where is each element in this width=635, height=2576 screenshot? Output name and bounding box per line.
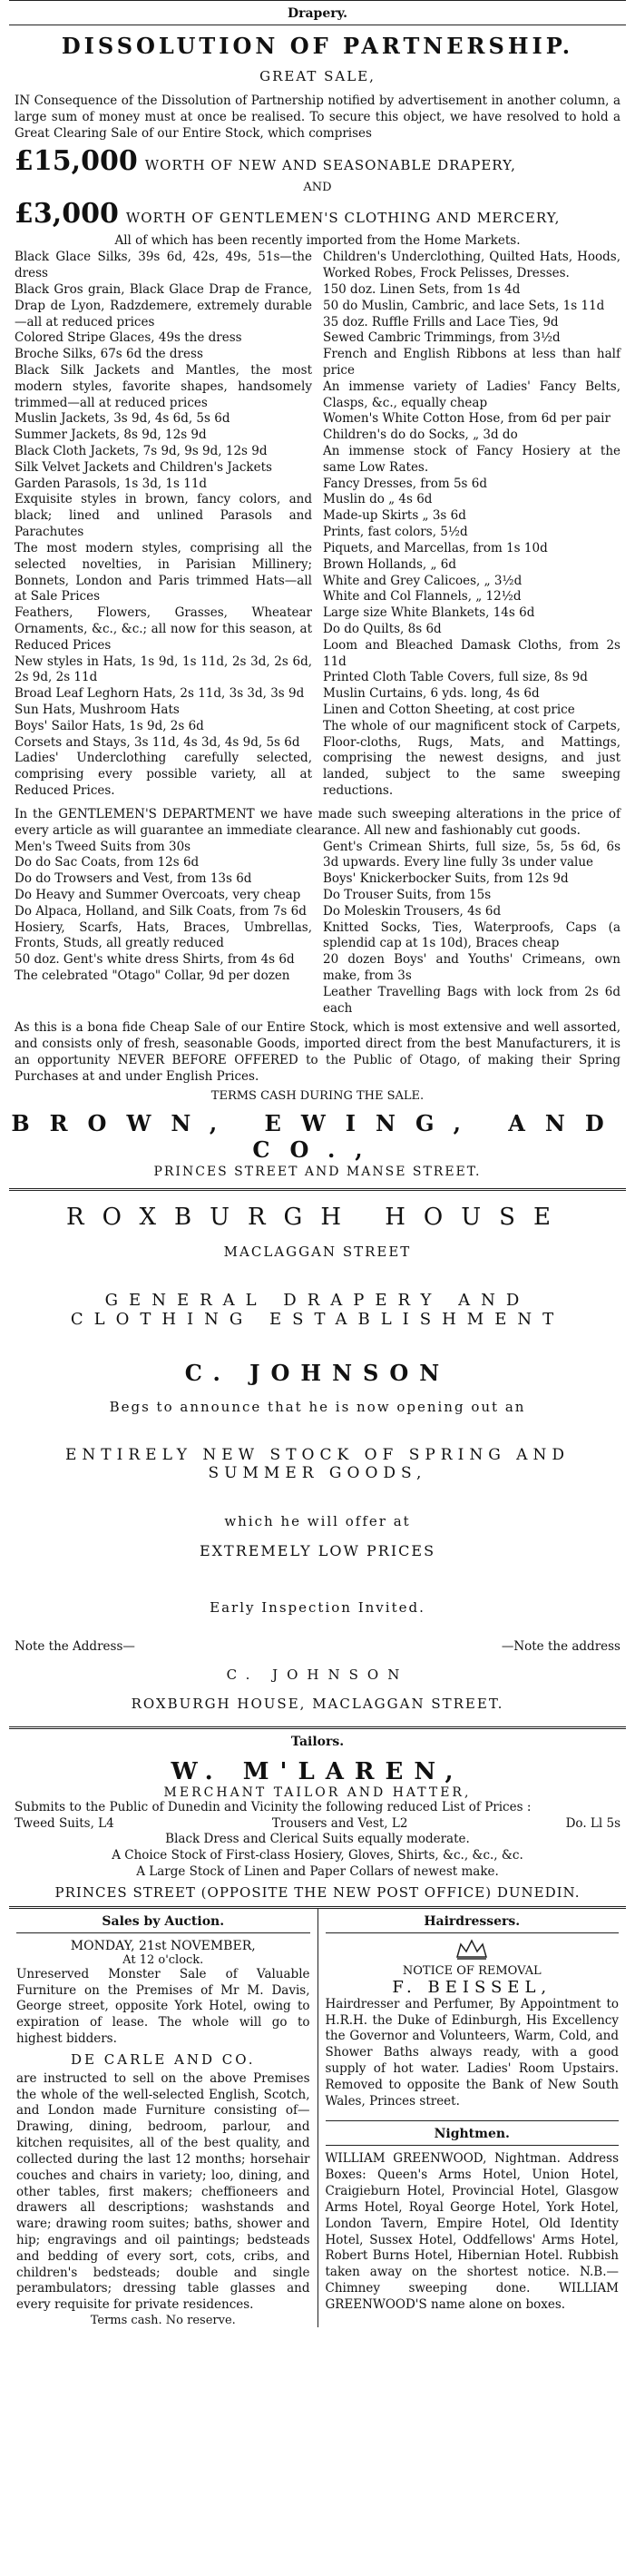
list-item: Brown Hollands, „ 6d (323, 556, 456, 572)
roxburgh-establishment: GENERAL DRAPERY AND CLOTHING ESTABLISHMENT (70, 1290, 565, 1329)
list-item: 50 doz. Gent's white dress Shirts, from 4s 6d (15, 952, 295, 968)
list-item: The celebrated "Otago" Collar, 9d per dozen (15, 968, 290, 983)
amount-1: £15,000 (15, 145, 138, 178)
list-item: Colored Stripe Glaces, 49s the dress (15, 330, 242, 346)
right-items (323, 250, 620, 800)
roxburgh-prices: EXTREMELY LOW PRICES (199, 1541, 436, 1559)
list-item: 50 do Muslin, Cambric, and lace Sets, 1s 11d (323, 298, 605, 313)
item-columns (9, 250, 626, 800)
list-item: Boys' Sailor Hats, 1s 9d, 2s 6d (15, 718, 204, 733)
list-item: Black Gros grain, Black Glace Drap de France, Drap de Lyon, Radzdemere, extremely durable—all at reduced prices (15, 281, 312, 329)
section-heading-hairdressers: Hairdressers. (424, 1913, 521, 1929)
list-item: French and English Ribbons at less than half price (323, 347, 620, 378)
list-item: Made-up Skirts „ 3s 6d (323, 508, 466, 524)
roxburgh-street: MACLAGGAN STREET (223, 1243, 412, 1260)
list-item: Gent's Crimean Shirts, full size, 5s, 5s 6d, 6s 3d upwards. Every line fully 3s under value (323, 839, 620, 870)
list-item: Do do Quilts, 8s 6d (323, 621, 442, 636)
list-item: Muslin Curtains, 6 yds. long, 4s 6d (323, 686, 540, 702)
list-item: Piquets, and Marcellas, from 1s 10d (323, 540, 548, 556)
auction-time: At 12 o'clock. (122, 1952, 204, 1967)
recent-import: All of which has been recently imported from the Home Markets. (114, 233, 521, 249)
auction-text-1: Unreserved Monster Sale of Valuable Furniture on the Premises of Mr M. Davis, George street, opposite York Hotel, owing to expiration of lease. The whole will go to highest bidders. (16, 1966, 310, 2046)
note-right: —Note the address (501, 1638, 620, 1654)
right-column (318, 1909, 627, 2327)
list-item: Garden Parasols, 1s 3d, 1s 11d (15, 476, 208, 491)
list-item: Men's Tweed Suits from 30s (15, 839, 191, 854)
list-item: Sewed Cambric Trimmings, from 3½d (323, 330, 561, 346)
section-heading-auction: Sales by Auction. (102, 1913, 225, 1929)
roxburgh-title: ROXBURGH HOUSE (66, 1203, 569, 1231)
tailor-address: PRINCES STREET (OPPOSITE THE NEW POST OFFICE) DUNEDIN. (54, 1883, 581, 1901)
list-item: The most modern styles, comprising all the selected novelties, in Parisian Millinery; Bonnets, London and Paris trimmed Hats—all at Sale Prices (15, 540, 312, 605)
sign-address: ROXBURGH HOUSE, MACLAGGAN STREET. (131, 1695, 504, 1712)
list-item: Printed Cloth Table Covers, full size, 8s 9d (323, 670, 588, 685)
list-item: Children's Underclothing, Quilted Hats, Hoods, Worked Robes, Frock Pelisses, Dresses. (323, 250, 620, 281)
amount-line-2 (9, 198, 626, 230)
advert-intro: IN Consequence of the Dissolution of Partnership notified by advertisement in another column, a large sum of money must at once be realised. To secure this object, we have resolved to hold a Great Clearing Sale of our Entire Stock, which comprises (15, 93, 620, 141)
list-item: Do do Trowsers and Vest, from 13s 6d (15, 871, 252, 887)
tailor-choice: A Choice Stock of First-class Hosiery, Gloves, Shirts, &c., &c., &c. (112, 1848, 523, 1863)
list-item: Loom and Bleached Damask Cloths, from 2s 11d (323, 637, 620, 669)
amount-line-1 (9, 145, 626, 177)
gents-right (323, 840, 620, 1018)
bottom-columns (9, 1909, 626, 2327)
list-item: Black Glace Silks, 39s 6d, 42s, 49s, 51s—the dress (15, 250, 312, 281)
list-item: Fancy Dresses, from 5s 6d (323, 476, 488, 491)
list-item: Black Silk Jackets and Mantles, the most modern styles, favorite shapes, handsomely trimmed—all at reduced prices (15, 362, 312, 410)
terms-cash: TERMS CASH DURING THE SALE. (210, 1088, 425, 1103)
list-item: An immense stock of Fancy Hosiery at the same Low Rates. (323, 444, 620, 475)
tailor-black: Black Dress and Clerical Suits equally moderate. (165, 1832, 470, 1847)
list-item: Boys' Knickerbocker Suits, from 12s 9d (323, 871, 569, 887)
firm-name: BROWN, EWING, AND CO., (11, 1109, 624, 1163)
hair-name: F. BEISSEL, (392, 1977, 552, 1997)
auction-text-2: are instructed to sell on the above Premises the whole of the well-selected English, Scotch, and London made Furniture consisting of—Drawing, dining, bedroom, parlour, and kitchen requisites, all of the best quality, and collected during the last 12 months; horsehair couches and chairs in variety; loo, dining, and other tables, first makers; cheffioneers and drawers all descriptions; washstands and ware; drawing room suites; baths, shower and hip; engravings and oil paintings; bedsteads and bedding of every sort, cots, cribs, and children's bedsteads; double and single perambulators; dressing table glasses and every requisite for private residences. (16, 2070, 310, 2313)
tailor-trade: MERCHANT TAILOR AND HATTER, (163, 1785, 472, 1800)
gents-columns (9, 840, 626, 1018)
list-item: Summer Jackets, 8s 9d, 12s 9d (15, 428, 207, 443)
list-item: Do Alpaca, Holland, and Silk Coats, from 7s 6d (15, 903, 307, 919)
sign-name: C. JOHNSON (226, 1666, 409, 1683)
roxburgh-advert (9, 1204, 626, 1712)
newspaper-page (9, 0, 626, 2327)
list-item: Linen and Cotton Sheeting, at cost price (323, 703, 575, 717)
list-item: White and Col Flannels, „ 12½d (323, 589, 522, 605)
tailors-advert (9, 1729, 626, 1901)
list-item: 35 doz. Ruffle Frills and Lace Ties, 9d (323, 314, 559, 329)
tailor-price-row (9, 1816, 626, 1833)
list-item: Muslin Jackets, 3s 9d, 4s 6d, 5s 6d (15, 411, 230, 427)
list-item: Do Moleskin Trousers, 4s 6d (323, 903, 502, 919)
advert-title: DISSOLUTION OF PARTNERSHIP. (61, 33, 574, 59)
crest-icon (326, 1939, 620, 1964)
list-item: Leather Travelling Bags with lock from 2s 6d each (323, 984, 620, 1016)
roxburgh-proprietor: C. JOHNSON (184, 1359, 451, 1386)
roxburgh-announce: Begs to announce that he is now opening out an (109, 1398, 526, 1415)
closing-text: As this is a bona fide Cheap Sale of our Entire Stock, which is most extensive and well assorted, and consists only of fresh, seasonable Goods, imported direct from the best Manufacturers, it is an opportunity NEVER BEFORE OFFERED to the Public of Otago, of making their Spring Purchases at and under English Prices. (15, 1020, 620, 1084)
tailor-suits: Tweed Suits, L4 (15, 1815, 114, 1831)
auction-terms: Terms cash. No reserve. (90, 2314, 236, 2327)
list-item: Women's White Cotton Hose, from 6d per pair (323, 411, 611, 427)
list-item: Large size White Blankets, 14s 6d (323, 605, 535, 621)
left-items (15, 250, 312, 800)
roxburgh-stock: ENTIRELY NEW STOCK OF SPRING AND SUMMER GOODS, (65, 1445, 570, 1482)
list-item: 150 doz. Linen Sets, from 1s 4d (323, 281, 521, 297)
section-heading-tailors: Tailors. (290, 1734, 345, 1749)
list-item: Do do Sac Coats, from 12s 6d (15, 855, 200, 870)
list-item: Black Cloth Jackets, 7s 9d, 9s 9d, 12s 9d (15, 444, 268, 458)
auction-column (9, 1909, 318, 2327)
list-item: Children's do do Socks, „ 3d do (323, 428, 518, 443)
auction-date: MONDAY, 21st NOVEMBER, (70, 1938, 256, 1953)
list-item: Muslin do „ 4s 6d (323, 492, 433, 507)
tailor-submits: Submits to the Public of Dunedin and Vicinity the following reduced List of Prices : (15, 1799, 532, 1814)
list-item: Broad Leaf Leghorn Hats, 2s 11d, 3s 3d, 3s 9d (15, 686, 305, 702)
amount-1-text: WORTH OF NEW AND SEASONABLE DRAPERY, (144, 157, 516, 174)
list-item: An immense variety of Ladies' Fancy Belts, Clasps, &c., equally cheap (323, 379, 620, 410)
list-item: New styles in Hats, 1s 9d, 1s 11d, 2s 3d, 2s 6d, 2s 9d, 2s 11d (15, 654, 312, 685)
list-item: Broche Silks, 67s 6d the dress (15, 347, 203, 362)
tailor-trousers: Trousers and Vest, L2 (271, 1815, 408, 1831)
list-item: Do Trouser Suits, from 15s (323, 887, 492, 902)
list-item: Corsets and Stays, 3s 11d, 4s 3d, 4s 9d, 5s 6d (15, 734, 300, 750)
section-heading-drapery: Drapery. (9, 0, 626, 25)
gents-left (15, 840, 312, 1018)
list-item: Prints, fast colors, 5½d (323, 525, 468, 540)
list-item: The whole of our magnificent stock of Carpets, Floor-cloths, Rugs, Mats, and Mattings, comprising the newest designs, and just landed, subject to the same sweeping reductions. (323, 718, 620, 799)
list-item: Exquisite styles in brown, fancy colors, and black; lined and unlined Parasols and Parachutes (15, 492, 312, 540)
hair-notice: NOTICE OF REMOVAL (402, 1963, 542, 1978)
list-item: Ladies' Underclothing carefully selected, comprising every possible variety, all at Reduced Prices. (15, 751, 312, 799)
tailor-name: W. M'LAREN, (171, 1757, 464, 1785)
note-left: Note the Address— (15, 1638, 135, 1654)
nightman-text: WILLIAM GREENWOOD, Nightman. Address Boxes: Queen's Arms Hotel, Union Hotel, Craigieburn Hotel, Provincial Hotel, Glasgow Arms Hotel, Royal George Hotel, York Hotel, London Tavern, Empire Hotel, Old Identity Hotel, Sussex Hotel, Oddfellows' Arms Hotel, Robert Burns Hotel, Hibernian Hotel. Rubbish taken away on the shortest notice. N.B.—Chimney sweeping done. WILLIAM GREENWOOD'S name alone on boxes. (325, 2151, 619, 2312)
list-item: Silk Velvet Jackets and Children's Jackets (15, 459, 272, 475)
note-address (15, 1639, 620, 1654)
dissolution-advert (9, 33, 626, 1179)
amount-2: £3,000 (15, 198, 119, 231)
hair-text: Hairdresser and Perfumer, By Appointment to H.R.H. the Duke of Edinburgh, His Excellency the Governor and Volunteers, Warm, Cold, and Shower Baths always ready, with a good supply of hot water. Ladies' Room Upstairs. Removed to opposite the Bank of New South Wales, Princes street. (325, 1996, 619, 2109)
roxburgh-offer: which he will offer at (224, 1512, 411, 1529)
list-item: Knitted Socks, Ties, Waterproofs, Caps (a splendid cap at 1s 10d), Braces cheap (323, 919, 620, 951)
list-item: Do Heavy and Summer Overcoats, very cheap (15, 887, 301, 902)
roxburgh-invite: Early Inspection Invited. (210, 1598, 425, 1616)
auctioneer: DE CARLE AND CO. (71, 2050, 256, 2068)
section-heading-nightmen: Nightmen. (434, 2127, 510, 2142)
firm-address: PRINCES STREET AND MANSE STREET. (153, 1164, 482, 1179)
tailor-do: Do. Ll 5s (565, 1815, 620, 1831)
list-item: Feathers, Flowers, Grasses, Wheatear Ornaments, &c., &c.; all now for this season, at Reduced Prices (15, 605, 312, 653)
list-item: Sun Hats, Mushroom Hats (15, 703, 180, 717)
list-item: White and Grey Calicoes, „ 3½d (323, 573, 523, 588)
and-word: AND (303, 181, 332, 195)
royal-crest-icon (454, 1939, 490, 1961)
list-item: Hosiery, Scarfs, Hats, Braces, Umbrellas, Fronts, Studs, all greatly reduced (15, 919, 312, 951)
list-item: 20 dozen Boys' and Youths' Crimeans, own make, from 3s (323, 952, 620, 983)
advert-subtitle: GREAT SALE, (259, 68, 376, 84)
tailor-linen: A Large Stock of Linen and Paper Collars of newest make. (136, 1863, 499, 1879)
gents-intro: In the GENTLEMEN'S DEPARTMENT we have made such sweeping alterations in the price of every article as will guarantee an immediate clearance. All new and fashionably cut goods. (15, 806, 620, 838)
amount-2-text: WORTH OF GENTLEMEN'S CLOTHING AND MERCERY, (125, 210, 561, 227)
